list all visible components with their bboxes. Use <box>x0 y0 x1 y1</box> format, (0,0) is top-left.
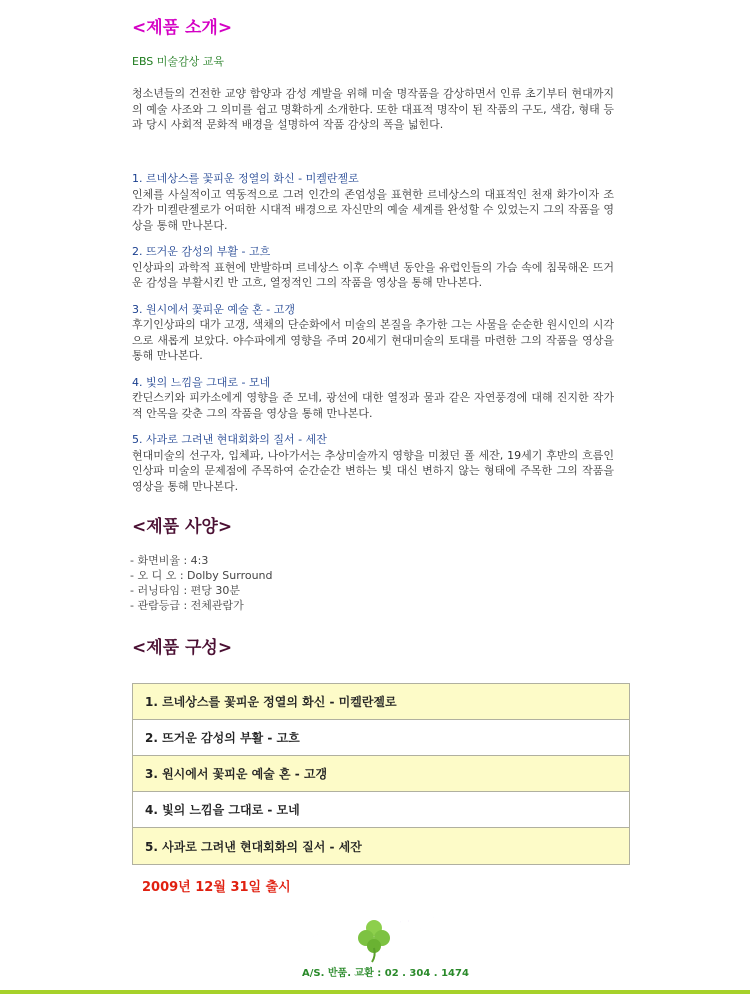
intro-item <box>132 432 614 494</box>
intro-item-title: 5. 사과로 그려낸 현대회화의 질서 - 세잔 <box>132 433 327 446</box>
intro-lead: 청소년들의 건전한 교양 함양과 감성 계발을 위해 미술 명작품을 감상하면서 인류 초기부터 현대까지의 예술 사조와 그 의미를 쉽고 명확하게 소개한다. 또한 대표적 명작이 된 작품의 구도, 색감, 형태 등과 당시 사회적 문화적 배경을 설명하여 작품 감상의 폭을 넓힌다. <box>132 87 614 131</box>
intro-heading: <제품 소개> <box>132 18 233 38</box>
composition-row: 2. 뜨거운 감성의 부활 - 고흐 <box>133 720 629 756</box>
logo-text-right: 꿈터 <box>390 913 440 947</box>
intro-item-title: 2. 뜨거운 감성의 부활 - 고흐 <box>132 245 271 258</box>
intro-item-desc: 후기인상파의 대가 고갱, 색채의 단순화에서 미술의 본질을 추가한 그는 사물을 순순한 원시인의 시각으로 새롭게 보았다. 야수파에게 영향을 주며 20세기 현대미술의 토대를 마련한 그의 작품을 영상을 통해 만나본다. <box>132 318 614 362</box>
bottom-divider <box>0 990 750 994</box>
release-date: 2009년 12월 31일 출시 <box>142 880 291 895</box>
spec-line: - 화면비율 : 4:3 <box>130 554 209 567</box>
as-contact: A/S. 반품. 교환 : 02 . 304 . 1474 <box>302 968 469 979</box>
composition-row: 5. 사과로 그려낸 현대회화의 질서 - 세잔 <box>133 828 629 864</box>
composition-table <box>132 683 630 865</box>
intro-item-title: 4. 빛의 느낌을 그대로 - 모네 <box>132 375 271 389</box>
intro-item-list <box>132 171 614 505</box>
spec-line: - 러닝타임 : 편당 30분 <box>130 584 241 597</box>
spec-line: - 관람등급 : 전체관람가 <box>130 599 244 612</box>
spec-line: - 오 디 오 : Dolby Surround <box>130 569 273 582</box>
composition-row: 3. 원시에서 꽃피운 예술 혼 - 고갱 <box>133 756 629 792</box>
intro-item-desc: 인체를 사실적이고 역동적으로 그려 인간의 존엄성을 표현한 르네상스의 대표적인 천재 화가이자 조각가 미켈란젤로가 어떠한 시대적 배경으로 자신만의 예술 세계를 완성할 수 있었는지 그의 작품을 영상을 통해 만나본다. <box>132 187 614 232</box>
intro-item-desc: 인상파의 과학적 표현에 반발하며 르네상스 이후 수백년 동안을 유럽인들의 가슴 속에 침묵해온 뜨거운 감성을 부활시킨 반 고흐, 열정적인 그의 작품을 영상을 통해 만나본다. <box>132 260 614 289</box>
intro-item-desc: 칸딘스키와 피카소에게 영향을 준 모네, 광선에 대한 열정과 물과 같은 자연풍경에 대해 진지한 작가적 안목을 갖춘 그의 작품을 영상을 통해 만나본다. <box>132 391 614 420</box>
intro-item-title: 1. 르네상스를 꽃피운 정열의 화신 - 미켈란젤로 <box>132 172 359 185</box>
composition-row: 4. 빛의 느낌을 그대로 - 모네 <box>133 792 629 828</box>
intro-item-title: 3. 원시에서 꽃피운 예술 혼 - 고갱 <box>132 302 295 316</box>
spec-heading: <제품 사양> <box>132 517 233 537</box>
logo-text-left: 에듀 <box>296 928 346 961</box>
spec-list <box>130 553 273 613</box>
composition-row: 1. 르네상스를 꽃피운 정열의 화신 - 미켈란젤로 <box>133 684 629 720</box>
edu-kkumteo-logo <box>296 908 461 964</box>
intro-item <box>132 302 614 364</box>
intro-item-desc: 현대미술의 선구자, 입체파, 나아가서는 추상미술까지 영향을 미쳤던 폴 세잔, 19세기 후반의 흐름인 인상파 미술의 문제점에 주목하여 순간순간 변하는 빛 대신 변하지 않는 형태에 주목한 그의 작품을 영상을 통해 만나본다. <box>132 448 614 493</box>
intro-item <box>132 171 614 233</box>
intro-item <box>132 375 614 422</box>
logo-graphic <box>296 908 461 964</box>
intro-subtitle: EBS 미술감상 교육 <box>132 55 225 68</box>
clover-icon <box>358 920 390 962</box>
composition-heading: <제품 구성> <box>132 638 233 658</box>
intro-item <box>132 244 614 291</box>
